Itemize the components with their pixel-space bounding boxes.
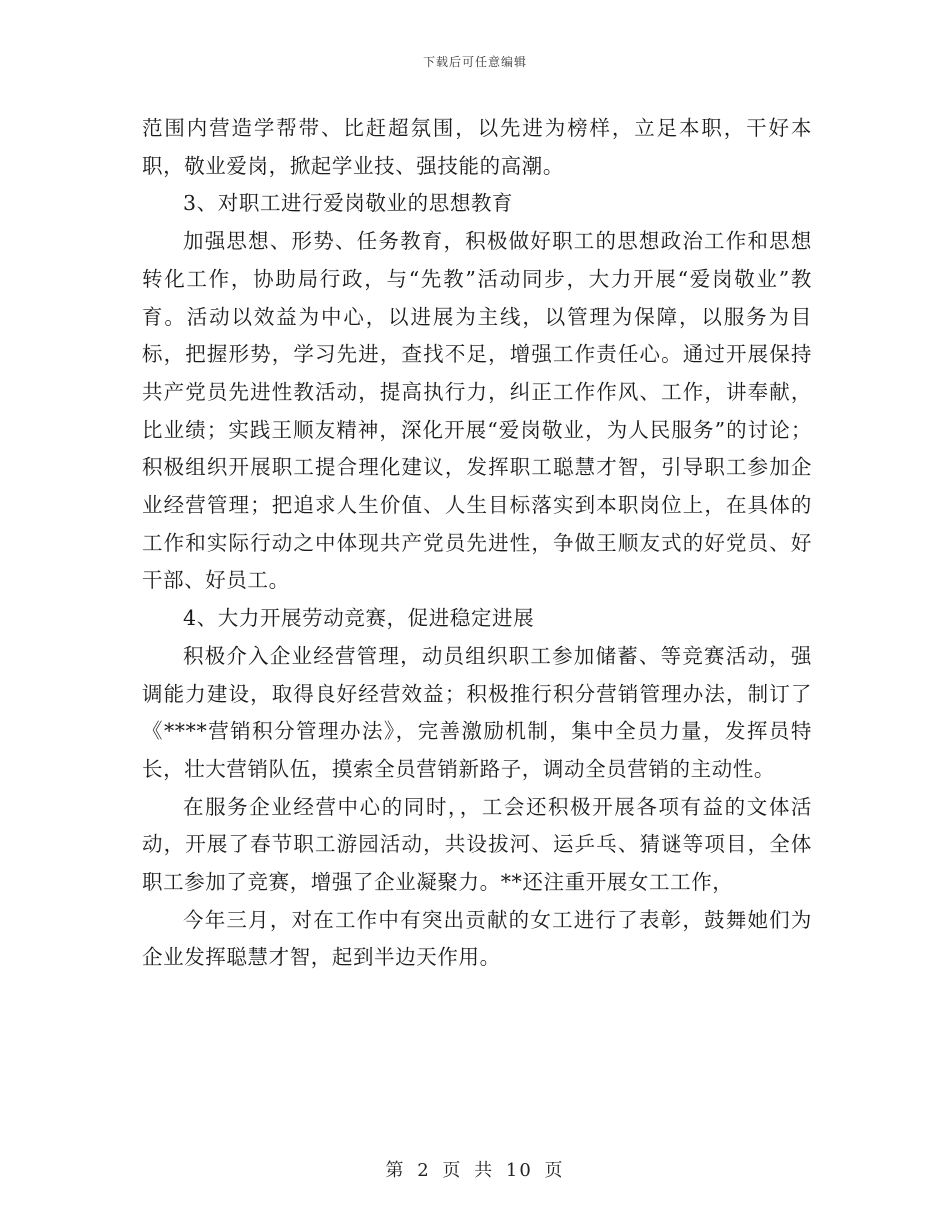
page-footer xyxy=(0,1156,950,1182)
section-heading-3: 3、对职工进行爱岗敬业的思想教育 xyxy=(183,191,514,216)
paragraph-education: 加强思想、形势、任务教育，积极做好职工的思想政治工作和思想转化工作，协助局行政，与“先教”活动同步，大力开展“爱岗敬业”教育。活动以效益为中心，以进展为主线，以管理为保障，以服务为目标，把握形势，学习先进，查找不足，增强工作责任心。通过开展保持共产党员先进性教活动，提高执行力，纠正工作作风、工作，讲奉献，比业绩；实践王顺友精神，深化开展“爱岗敬业，为人民服务”的讨论；积极组织开展职工提合理化建议，发挥职工聪慧才智，引导职工参加企业经营管理；把追求人生价值、人生目标落实到本职岗位上，在具体的工作和实际行动之中体现共产党员先进性，争做王顺友式的好党员、好干部、好员工。 xyxy=(142,229,812,593)
footer-gong: 共 xyxy=(474,1160,495,1181)
section-heading-4: 4、大力开展劳动竞赛，促进稳定进展 xyxy=(183,606,535,631)
document-body xyxy=(142,110,812,977)
footer-ye: 页 xyxy=(442,1160,463,1181)
footer-ye-2: 页 xyxy=(544,1160,565,1181)
footer-total-pages: 10 xyxy=(505,1160,533,1181)
footer-di: 第 xyxy=(385,1160,406,1181)
paragraph-activities: 在服务企业经营中心的同时，，工会还积极开展各项有益的文体活动，开展了春节职工游园活动，共设拔河、运乒乓、猜谜等项目，全体职工参加了竞赛，增强了企业凝聚力。**还注重开展女工工作， xyxy=(142,794,812,895)
paragraph-competition: 积极介入企业经营管理，动员组织职工参加储蓄、等竞赛活动，强调能力建设，取得良好经营效益；积极推行积分营销管理办法，制订了《****营销积分管理办法》，完善激励机制，集中全员力量，发挥员特长，壮大营销队伍，摸索全员营销新路子，调动全员营销的主动性。 xyxy=(142,643,812,781)
footer-current-page: 2 xyxy=(417,1160,431,1181)
page-header: 下载后可任意编辑 xyxy=(422,55,527,69)
paragraph-women-workers: 今年三月，对在工作中有突出贡献的女工进行了表彰，鼓舞她们为企业发挥聪慧才智，起到半边天作用。 xyxy=(142,907,812,970)
paragraph-continuation: 范围内营造学帮带、比赶超氛围，以先进为榜样，立足本职，干好本职，敬业爱岗，掀起学业技、强技能的高潮。 xyxy=(142,116,812,178)
